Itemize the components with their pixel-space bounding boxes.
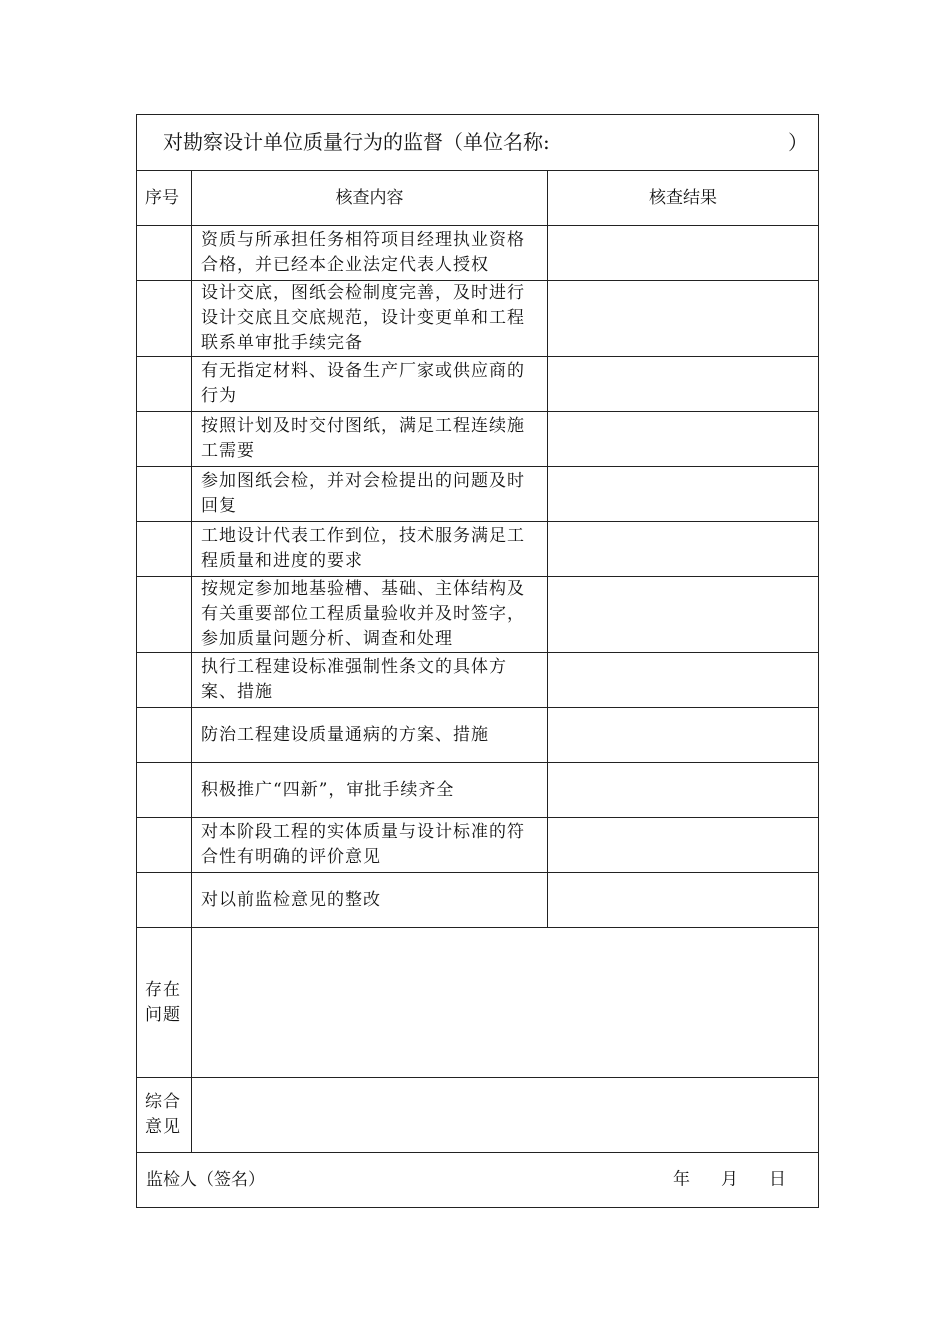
row-content: 有无指定材料、设备生产厂家或供应商的行为 — [192, 357, 548, 412]
row-content: 按规定参加地基验槽、基础、主体结构及有关重要部位工程质量验收并及时签字，参加质量问题分析、调查和处理 — [192, 577, 548, 653]
inspection-form-table — [136, 114, 819, 1208]
header-result: 核查结果 — [548, 171, 819, 226]
table-row — [137, 357, 819, 412]
table-row — [137, 412, 819, 467]
table-row — [137, 226, 819, 281]
issues-row — [137, 928, 819, 1078]
row-result[interactable] — [548, 412, 819, 467]
row-seq — [137, 653, 192, 708]
signature-row — [137, 1153, 819, 1208]
table-row — [137, 281, 819, 357]
table-row — [137, 708, 819, 763]
date-day-label: 日 — [769, 1169, 786, 1190]
date-year-label: 年 — [673, 1169, 690, 1190]
row-seq — [137, 226, 192, 281]
row-seq — [137, 873, 192, 928]
table-row — [137, 873, 819, 928]
row-content: 防治工程建设质量通病的方案、措施 — [192, 708, 548, 763]
row-seq — [137, 522, 192, 577]
row-seq — [137, 467, 192, 522]
issues-field[interactable] — [192, 928, 819, 1078]
row-result[interactable] — [548, 763, 819, 818]
table-row — [137, 818, 819, 873]
row-result[interactable] — [548, 522, 819, 577]
row-content: 工地设计代表工作到位，技术服务满足工程质量和进度的要求 — [192, 522, 548, 577]
row-seq — [137, 708, 192, 763]
date-month-label: 月 — [721, 1169, 738, 1190]
row-seq — [137, 412, 192, 467]
row-result[interactable] — [548, 873, 819, 928]
opinion-row — [137, 1078, 819, 1153]
row-result[interactable] — [548, 818, 819, 873]
table-row — [137, 763, 819, 818]
check-items — [137, 226, 819, 928]
row-result[interactable] — [548, 577, 819, 653]
row-content: 按照计划及时交付图纸，满足工程连续施工需要 — [192, 412, 548, 467]
row-content: 对本阶段工程的实体质量与设计标准的符合性有明确的评价意见 — [192, 818, 548, 873]
form-title-cell — [137, 115, 819, 171]
table-row — [137, 577, 819, 653]
opinion-field[interactable] — [192, 1078, 819, 1153]
signature-cell[interactable] — [137, 1153, 819, 1208]
table-row — [137, 467, 819, 522]
row-result[interactable] — [548, 281, 819, 357]
form-title: 对勘察设计单位质量行为的监督（单位名称: — [163, 130, 550, 154]
row-content: 参加图纸会检，并对会检提出的问题及时回复 — [192, 467, 548, 522]
table-row — [137, 653, 819, 708]
row-result[interactable] — [548, 467, 819, 522]
row-seq — [137, 281, 192, 357]
row-seq — [137, 818, 192, 873]
row-result[interactable] — [548, 708, 819, 763]
table-row — [137, 522, 819, 577]
row-content: 对以前监检意见的整改 — [192, 873, 548, 928]
row-result[interactable] — [548, 357, 819, 412]
row-content: 执行工程建设标准强制性条文的具体方案、措施 — [192, 653, 548, 708]
row-seq — [137, 577, 192, 653]
opinion-label: 综合意见 — [137, 1078, 192, 1153]
form-title-close-paren: ） — [788, 130, 809, 154]
row-seq — [137, 357, 192, 412]
issues-label: 存在问题 — [137, 928, 192, 1078]
row-content: 积极推广“四新”，审批手续齐全 — [192, 763, 548, 818]
row-content: 资质与所承担任务相符项目经理执业资格合格，并已经本企业法定代表人授权 — [192, 226, 548, 281]
inspector-signature-label: 监检人（签名） — [146, 1169, 265, 1190]
row-result[interactable] — [548, 226, 819, 281]
row-content: 设计交底，图纸会检制度完善，及时进行设计交底且交底规范，设计变更单和工程联系单审批手续完备 — [192, 281, 548, 357]
header-content: 核查内容 — [192, 171, 548, 226]
row-seq — [137, 763, 192, 818]
row-result[interactable] — [548, 653, 819, 708]
header-seq: 序号 — [137, 171, 192, 226]
date-group — [673, 1168, 789, 1193]
